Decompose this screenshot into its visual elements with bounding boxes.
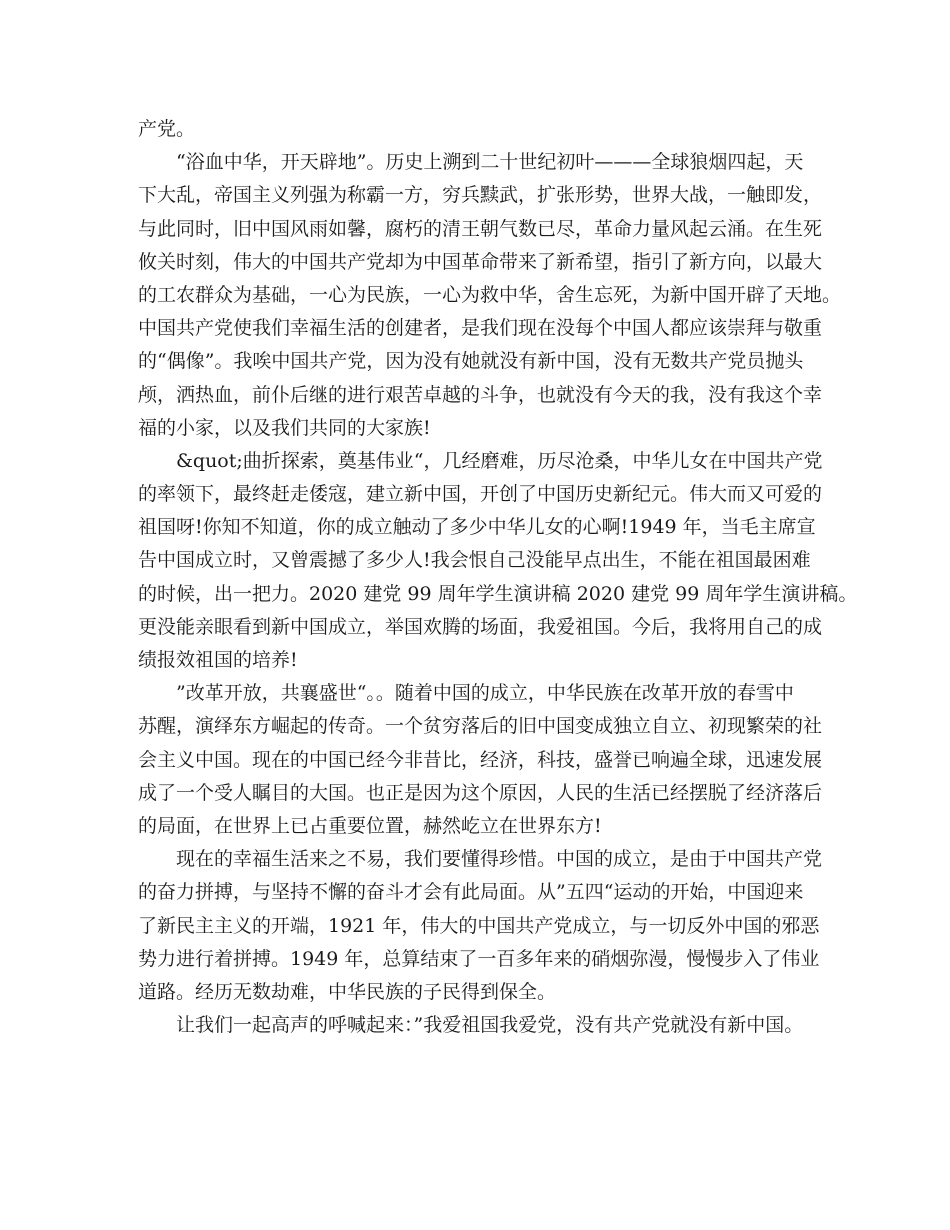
text-line: 的时候，出一把力。2020 建党 99 周年学生演讲稿 2020 建党 99 周年学生演讲稿。 bbox=[138, 582, 858, 605]
text-line: 福的小家，以及我们共同的大家族! bbox=[138, 416, 431, 439]
text-line: 绩报效祖国的培养! bbox=[138, 649, 298, 671]
text-line: ”改革开放，共襄盛世“。。随着中国的成立，中华民族在改革开放的春雪中 bbox=[176, 682, 794, 705]
text-line: 与此同时，旧中国风雨如馨，腐朽的清王朝气数已尽，革命力量风起云涌。在生死 bbox=[138, 217, 823, 240]
text-line: 下大乱，帝国主义列强为称霸一方，穷兵黩武，扩张形势，世界大战，一触即发， bbox=[138, 184, 823, 207]
body-text bbox=[138, 113, 858, 1042]
text-line: &quot;曲折探索，奠基伟业“，几经磨难，历尽沧桑，中华儿女在中国共产党 bbox=[176, 449, 823, 472]
text-line: 祖国呀!你知不知道，你的成立触动了多少中华儿女的心啊!1949 年，当毛主席宣 bbox=[138, 516, 816, 539]
text-line: 的局面，在世界上已占重要位置，赫然屹立在世界东方! bbox=[138, 814, 602, 837]
text-line: 的“偶像”。我唉中国共产党，因为没有她就没有新中国，没有无数共产党员抛头 bbox=[138, 350, 804, 373]
text-line: “浴血中华，开天辟地”。历史上溯到二十世纪初叶———全球狼烟四起，天 bbox=[176, 151, 804, 174]
text-line: 颅，洒热血，前仆后继的进行艰苦卓越的斗争，也就没有今天的我，没有我这个幸 bbox=[138, 383, 823, 406]
text-line: 中国共产党使我们幸福生活的创建者，是我们现在没每个中国人都应该崇拜与敬重 bbox=[138, 317, 823, 340]
text-line: 了新民主主义的开端，1921 年，伟大的中国共产党成立，与一切反外中国的邪恶 bbox=[138, 914, 820, 937]
text-line: 现在的幸福生活来之不易，我们要懂得珍惜。中国的成立，是由于中国共产党 bbox=[176, 848, 823, 871]
text-line: 会主义中国。现在的中国已经今非昔比，经济，科技，盛誉已响遍全球，迅速发展 bbox=[138, 748, 823, 771]
text-line: 更没能亲眼看到新中国成立，举国欢腾的场面，我爱祖国。今后，我将用自己的成 bbox=[138, 615, 823, 638]
text-line: 的率领下，最终赶走倭寇，建立新中国，开创了中国历史新纪元。伟大而又可爱的 bbox=[138, 483, 823, 506]
text-line: 的奋力拼搏，与坚持不懈的奋斗才会有此局面。从”五四“运动的开始，中国迎来 bbox=[138, 881, 804, 904]
text-line: 道路。经历无数劫难，中华民族的子民得到保全。 bbox=[138, 980, 557, 1003]
text-line: 势力进行着拼搏。1949 年，总算结束了一百多年来的硝烟弥漫，慢慢步入了伟业 bbox=[138, 947, 820, 970]
text-line: 的工农群众为基础，一心为民族，一心为救中华，舍生忘死，为新中国开辟了天地。 bbox=[138, 283, 842, 306]
text-line: 告中国成立时，又曾震撼了多少人!我会恨自己没能早点出生，不能在祖国最困难 bbox=[138, 549, 811, 572]
text-line: 让我们一起高声的呼喊起来：”我爱祖国我爱党，没有共产党就没有新中国。 bbox=[176, 1014, 804, 1037]
text-line: 苏醒，演绎东方崛起的传奇。一个贫穷落后的旧中国变成独立自立、初现繁荣的社 bbox=[138, 715, 823, 738]
text-line: 攸关时刻，伟大的中国共产党却为中国革命带来了新希望，指引了新方向，以最大 bbox=[138, 250, 823, 273]
text-line: 成了一个受人瞩目的大国。也正是因为这个原因，人民的生活已经摆脱了经济落后 bbox=[138, 781, 823, 804]
text-line: 产党。 bbox=[138, 118, 196, 140]
